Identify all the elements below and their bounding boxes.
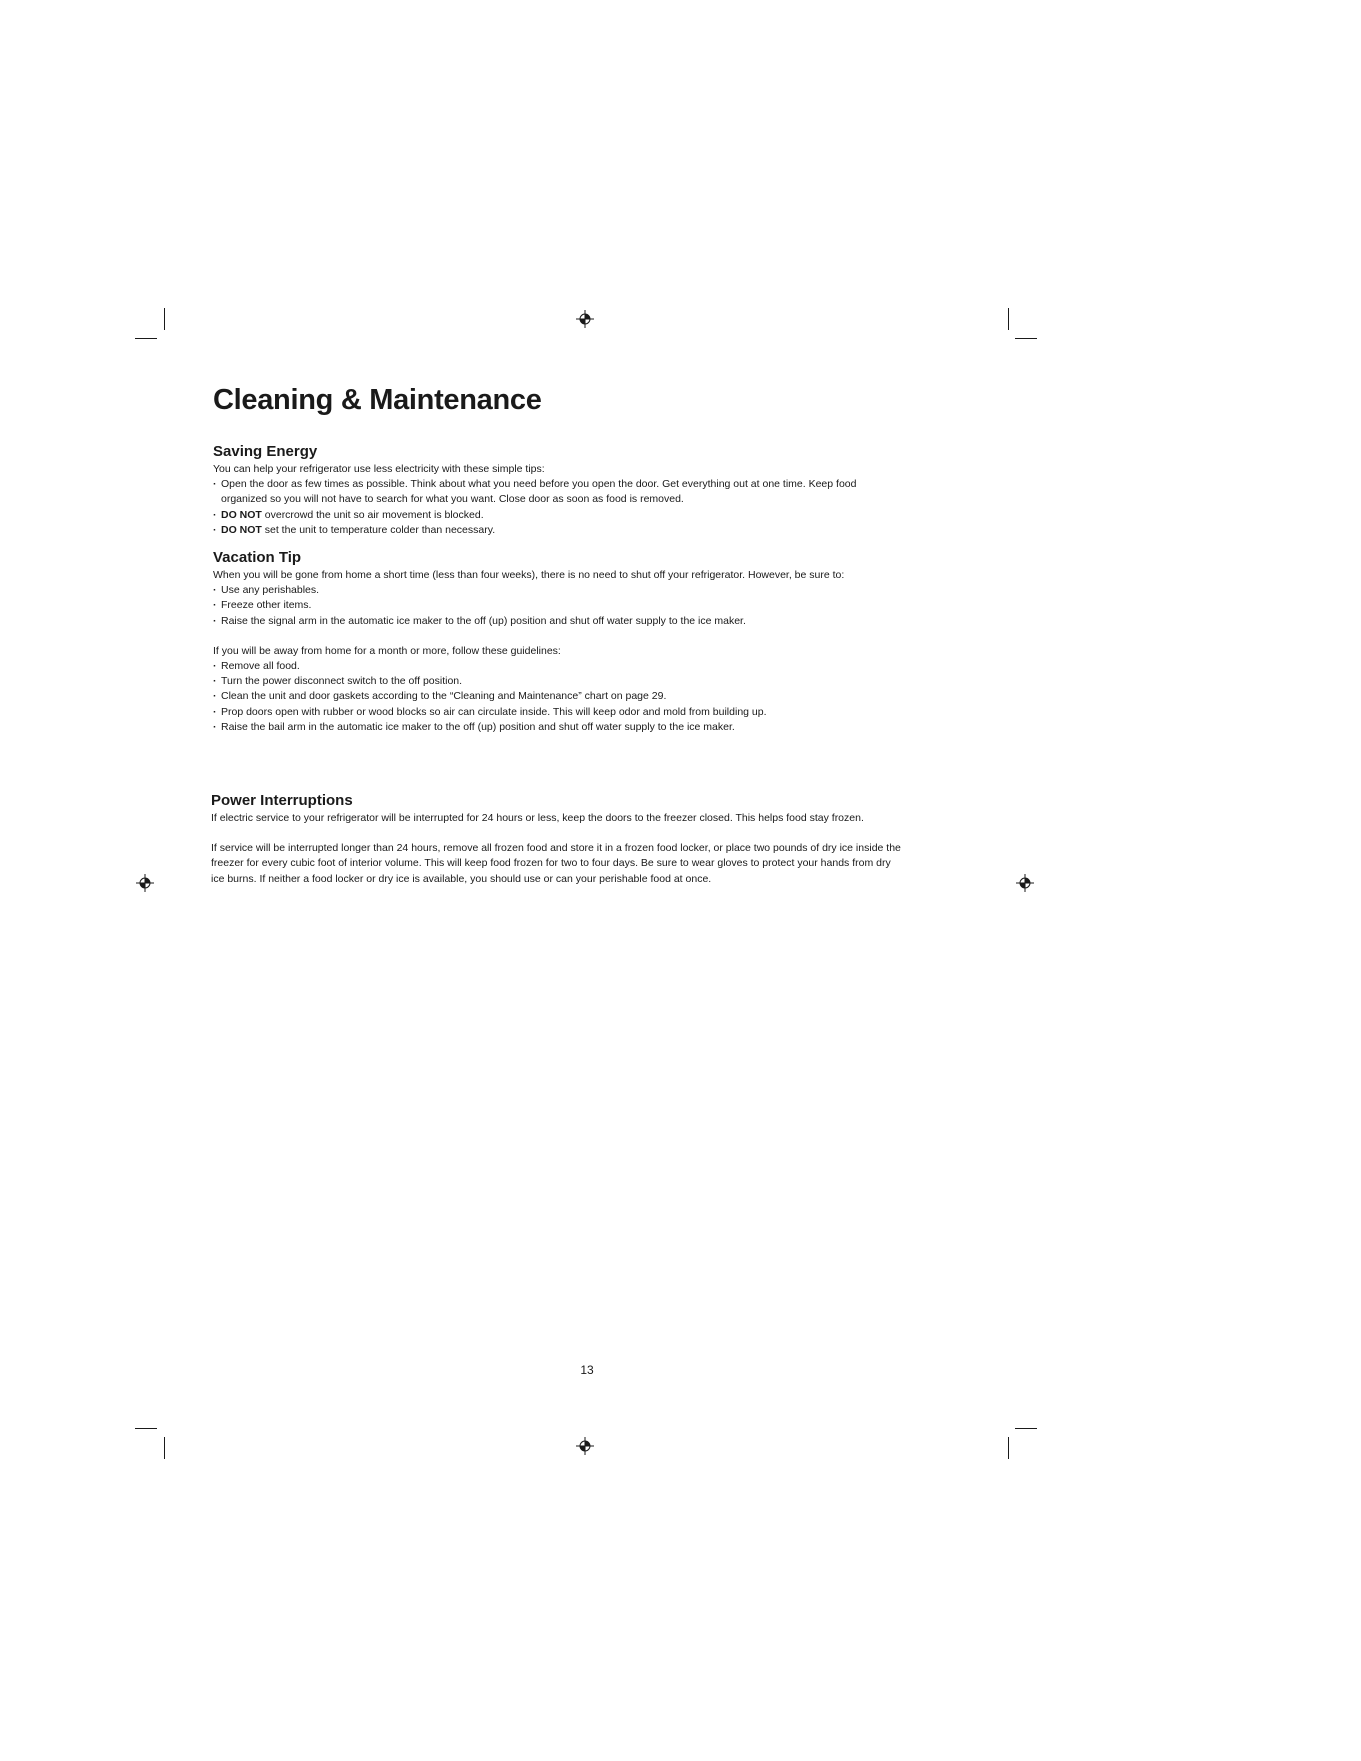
section-heading: Saving Energy — [213, 443, 318, 460]
list-item-text: Open the door as few times as possible. Think about what you need before you open the door. Get everything out at one time. Keep food organized so you will not have to search for what you want. Close door as soon as food is removed. — [221, 478, 857, 506]
list-item — [213, 508, 903, 523]
list-item: · Turn the power disconnect switch to the off position. — [213, 674, 903, 689]
emphasis-text: DO NOT — [221, 508, 262, 521]
registration-mark-icon — [576, 1437, 594, 1455]
list-item — [213, 477, 903, 507]
list-item — [213, 523, 903, 538]
list-item-text: overcrowd the unit so air movement is blocked. — [261, 508, 484, 521]
crop-mark-bottom-left-horizontal — [135, 1428, 157, 1429]
short-absence-list — [213, 583, 903, 629]
page-title: Cleaning & Maintenance — [213, 384, 542, 416]
list-item: · Prop doors open with rubber or wood blocks so air can circulate inside. This will keep odor and mold from building up. — [213, 705, 903, 720]
list-item: · Clean the unit and door gaskets according to the “Cleaning and Maintenance” chart on page 29. — [213, 689, 903, 704]
crop-mark-top-right-horizontal — [1015, 338, 1037, 339]
list-item: · Freeze other items. — [213, 598, 903, 613]
section-intro: You can help your refrigerator use less electricity with these simple tips: — [213, 463, 545, 475]
crop-mark-bottom-right-vertical — [1008, 1437, 1009, 1459]
crop-mark-bottom-left-vertical — [164, 1437, 165, 1459]
registration-mark-icon — [1016, 874, 1034, 892]
power-interruptions-section — [211, 792, 901, 887]
list-item-text: set the unit to temperature colder than necessary. — [261, 523, 496, 536]
list-item: · Use any perishables. — [213, 583, 903, 598]
paragraph: If electric service to your refrigerator will be interrupted for 24 hours or less, keep the doors to the freezer closed. This helps food stay frozen. — [211, 812, 864, 824]
section-intro: When you will be gone from home a short time (less than four weeks), there is no need to shut off your refrigerator. However, be sure to: — [213, 569, 845, 581]
long-absence-intro: If you will be away from home for a month or more, follow these guidelines: — [213, 644, 561, 657]
registration-mark-icon — [136, 874, 154, 892]
crop-mark-top-left-vertical — [164, 308, 165, 330]
section-heading: Power Interruptions — [211, 792, 353, 809]
vacation-tip-section — [213, 549, 903, 735]
saving-energy-section — [213, 443, 903, 538]
crop-mark-bottom-right-horizontal — [1015, 1428, 1037, 1429]
list-item: · Raise the signal arm in the automatic ice maker to the off (up) position and shut off water supply to the ice maker. — [213, 614, 903, 629]
page-number: 13 — [580, 1363, 594, 1377]
crop-mark-top-right-vertical — [1008, 308, 1009, 330]
list-item: · Raise the bail arm in the automatic ice maker to the off (up) position and shut off water supply to the ice maker. — [213, 720, 903, 735]
list-item: · Remove all food. — [213, 659, 903, 674]
crop-mark-top-left-horizontal — [135, 338, 157, 339]
section-heading: Vacation Tip — [213, 549, 302, 566]
saving-energy-list — [213, 477, 903, 538]
emphasis-text: DO NOT — [221, 523, 262, 536]
paragraph: If service will be interrupted longer than 24 hours, remove all frozen food and store it in a frozen food locker, or place two pounds of dry ice inside the freezer for every cubic foot of interior volume. This will keep food frozen for two to four days. Be sure to wear gloves to protect your hands from dry ice burns. If neither a food locker or dry ice is available, you should use or can your perishable food at once. — [211, 842, 901, 885]
long-absence-list — [213, 659, 903, 735]
registration-mark-icon — [576, 310, 594, 328]
